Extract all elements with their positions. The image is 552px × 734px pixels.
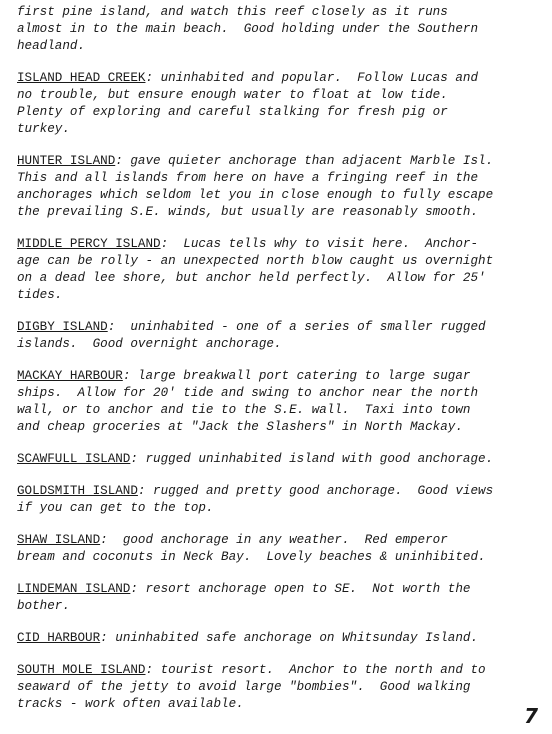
entry-text: good anchorage in any weather. Red emperor bream and coconuts in Neck Bay. Lovely beaches & uninhibited. [17,533,486,564]
paragraph-intro [17,4,539,55]
intro-text: first pine island, and watch this reef closely as it runs almost in to the main beach. Good holding under the Southern headland. [17,5,479,53]
entry-hunter-island: HUNTER ISLAND: gave quieter anchorage than adjacent Marble Isl. This and all islands from here on have a fringing reef in the anchorages which seldom let you in close enough to fully escape the prevailing S.E. winds, but usually are reasonably smooth. [17,154,494,219]
entry-lindeman-island: LINDEMAN ISLAND: resort anchorage open to SE. Not worth the bother. [17,582,471,613]
entry-text: Lucas tells why to visit here. Anchor- age can be rolly - an unexpected north blow caught us overnight on a dead lee shore, but anchor held perfectly. Allow for 25' tides. [17,237,494,302]
entry-heading: GOLDSMITH ISLAND [17,484,138,498]
entry-heading: HUNTER ISLAND [17,154,116,168]
entry-heading: DIGBY ISLAND [17,320,108,334]
entry-cid-harbour: CID HARBOUR: uninhabited safe anchorage on Whitsunday Island. [17,631,479,645]
entry-heading: CID HARBOUR [17,631,101,645]
entry-shaw-island: SHAW ISLAND: good anchorage in any weather. Red emperor bream and coconuts in Neck Bay. Lovely beaches & uninhibited. [17,533,486,564]
entry-text: uninhabited safe anchorage on Whitsunday Island. [107,631,479,645]
entry-text: rugged and pretty good anchorage. Good views if you can get to the top. [17,484,494,515]
entry-text: uninhabited - one of a series of smaller rugged islands. Good overnight anchorage. [17,320,486,351]
entry-digby-island: DIGBY ISLAND: uninhabited - one of a series of smaller rugged islands. Good overnight anchorage. [17,320,486,351]
entry-south-mole-island: SOUTH MOLE ISLAND: tourist resort. Anchor to the north and to seaward of the jetty to avoid large "bombies". Good walking tracks - work often available. [17,663,486,711]
entry-mackay-harbour: MACKAY HARBOUR: large breakwall port catering to large sugar ships. Allow for 20' tide and swing to anchor near the north wall, or to anchor and tie to the S.E. wall. Taxi into town and cheap groceries at "Jack the Slashers" in North Mackay. [17,369,479,434]
entry-heading: SOUTH MOLE ISLAND [17,663,146,677]
entry-heading: SHAW ISLAND [17,533,101,547]
entry-heading: ISLAND HEAD CREEK [17,71,146,85]
entry-scawfull-island: SCAWFULL ISLAND: rugged uninhabited island with good anchorage. [17,452,494,466]
entry-island-head-creek: ISLAND HEAD CREEK: uninhabited and popular. Follow Lucas and no trouble, but ensure enough water to float at low tide. Plenty of exploring and careful stalking for fresh pig or turkey. [17,71,479,136]
entry-text: resort anchorage open to SE. Not worth the bother. [17,582,471,613]
entry-text: gave quieter anchorage than adjacent Marble Isl. This and all islands from here on have a fringing reef in the anchorages which seldom let you in close enough to fully escape the prevailing S.E. winds, but usually are reasonably smooth. [17,154,494,219]
entry-middle-percy-island: MIDDLE PERCY ISLAND: Lucas tells why to visit here. Anchor- age can be rolly - an unexpected north blow caught us overnight on a dead lee shore, but anchor held perfectly. Allow for 25' tides. [17,237,494,302]
page-number: 7 [524,704,538,728]
entry-text: large breakwall port catering to large sugar ships. Allow for 20' tide and swing to anchor near the north wall, or to anchor and tie to the S.E. wall. Taxi into town and cheap groceries at "Jack the Slashers" in North Mackay. [17,369,479,434]
document-page [17,4,539,728]
entry-heading: LINDEMAN ISLAND [17,582,131,596]
entry-text: uninhabited and popular. Follow Lucas and no trouble, but ensure enough water to float at low tide. Plenty of exploring and careful stalking for fresh pig or turkey. [17,71,479,136]
entry-text: tourist resort. Anchor to the north and to seaward of the jetty to avoid large "bombies". Good walking tracks - work often available. [17,663,486,711]
entry-heading: SCAWFULL ISLAND [17,452,131,466]
entry-text: rugged uninhabited island with good anchorage. [137,452,494,466]
entry-goldsmith-island: GOLDSMITH ISLAND: rugged and pretty good anchorage. Good views if you can get to the top. [17,484,494,515]
entry-heading: MACKAY HARBOUR [17,369,123,383]
entry-heading: MIDDLE PERCY ISLAND [17,237,161,251]
